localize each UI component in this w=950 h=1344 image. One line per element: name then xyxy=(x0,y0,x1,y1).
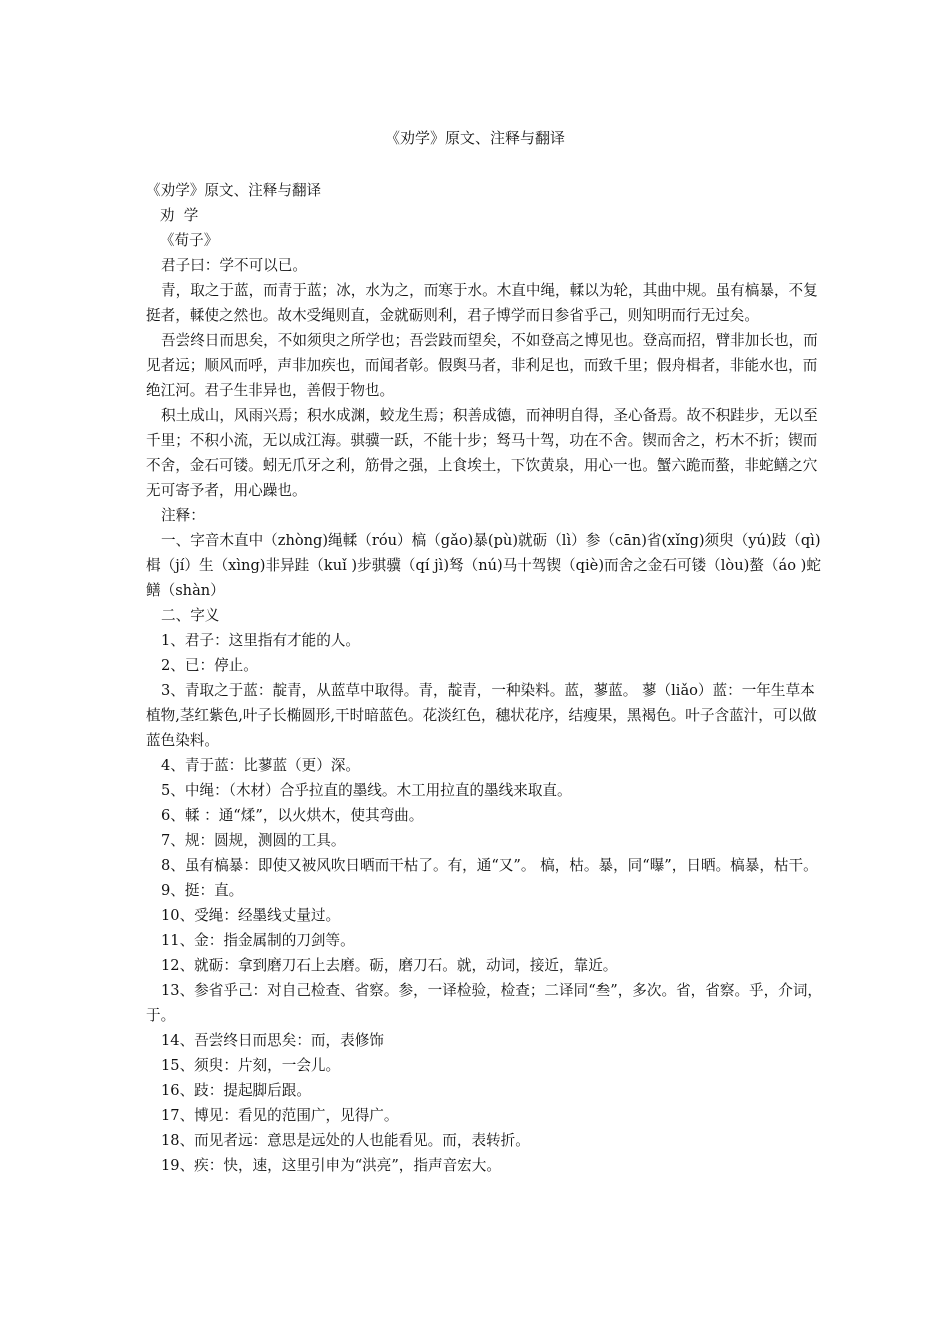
pronunciation-note: 一、字音木直中（zhòng)绳輮（róu）槁（gǎo)暴(pù)就砺（lì）参（cān)省(xǐng)须臾（yú)跂（qì)楫（jí）生（xìng)非异跬（kuǐ )步骐骥（qí jì)驽（nú)马十驾锲（qiè)而舍之金石可镂（lòu)螯（áo )蛇鳝（shàn） xyxy=(146,532,821,599)
note-item: 7、规：圆规，测圆的工具。 xyxy=(161,832,346,849)
essay-title: 劝 学 xyxy=(146,207,199,224)
document-body xyxy=(146,178,826,1178)
note-item: 9、挺：直。 xyxy=(161,882,244,899)
note-item: 6、輮 ：通“煣”，以火烘木，使其弯曲。 xyxy=(161,807,424,824)
note-item: 3、青取之于蓝：靛青，从蓝草中取得。青，靛青，一种染料。蓝，蓼蓝。 蓼（liǎo）蓝：一年生草本植物,茎红紫色,叶子长椭圆形,干时暗蓝色。花淡红色，穗状花序，结瘦果，黑褐色。叶子含蓝汁，可以做蓝色染料。 xyxy=(146,682,817,749)
notes-heading: 注释： xyxy=(161,507,205,524)
note-item: 10、受绳：经墨线丈量过。 xyxy=(161,907,341,924)
note-item: 2、已：停止。 xyxy=(161,657,258,674)
note-item: 16、跂：提起脚后跟。 xyxy=(161,1082,311,1099)
note-item: 5、中绳：（木材）合乎拉直的墨线。木工用拉直的墨线来取直。 xyxy=(161,782,572,799)
note-item: 11、金：指金属制的刀剑等。 xyxy=(161,932,355,949)
note-item: 8、虽有槁暴：即使又被风吹日晒而干枯了。有，通“又”。 槁，枯。暴，同“曝”，日晒。槁暴，枯干。 xyxy=(161,857,818,874)
note-item: 12、就砺：拿到磨刀石上去磨。砺，磨刀石。就，动词，接近，靠近。 xyxy=(161,957,618,974)
meanings-heading: 二、字义 xyxy=(161,607,220,624)
page-title: 《劝学》原文、注释与翻译 xyxy=(384,129,565,147)
body-heading: 《劝学》原文、注释与翻译 xyxy=(146,182,322,199)
note-item: 1、君子：这里指有才能的人。 xyxy=(161,632,361,649)
note-item: 19、疾：快，速，这里引申为“洪亮”，指声音宏大。 xyxy=(161,1157,501,1174)
note-item: 13、参省乎己：对自己检查、省察。参，一译检验，检查；二译同“叁”，多次。省，省察。乎，介词，于。 xyxy=(146,982,823,1024)
essay-paragraph: 积土成山，风雨兴焉；积水成渊，蛟龙生焉；积善成德，而神明自得，圣心备焉。故不积跬步，无以至千里；不积小流，无以成江海。骐骥一跃，不能十步；驽马十驾，功在不舍。锲而舍之，朽木不折；锲而不舍，金石可镂。蚓无爪牙之利，筋骨之强，上食埃土，下饮黄泉，用心一也。蟹六跪而螯，非蛇鳝之穴无可寄予者，用心躁也。 xyxy=(146,407,818,499)
note-item: 15、须臾：片刻，一会儿。 xyxy=(161,1057,341,1074)
note-item: 4、青于蓝：比蓼蓝（更）深。 xyxy=(161,757,361,774)
note-item: 17、博见：看见的范围广，见得广。 xyxy=(161,1107,399,1124)
note-item: 14、吾尝终日而思矣：而，表修饰 xyxy=(161,1032,384,1049)
essay-paragraph: 青，取之于蓝，而青于蓝；冰，水为之，而寒于水。木直中绳，輮以为轮，其曲中规。虽有槁暴，不复挺者，輮使之然也。故木受绳则直，金就砺则利，君子博学而日参省乎己，则知明而行无过矣。 xyxy=(146,282,818,324)
essay-author: 《荀子》 xyxy=(146,232,219,249)
essay-paragraph: 君子曰：学不可以已。 xyxy=(161,257,307,274)
note-item: 18、而见者远：意思是远处的人也能看见。而，表转折。 xyxy=(161,1132,530,1149)
essay-paragraph: 吾尝终日而思矣，不如须臾之所学也；吾尝跂而望矣，不如登高之博见也。登高而招，臂非加长也，而见者远；顺风而呼，声非加疾也，而闻者彰。假舆马者，非利足也，而致千里；假舟楫者，非能水也，而绝江河。君子生非异也，善假于物也。 xyxy=(146,332,818,399)
